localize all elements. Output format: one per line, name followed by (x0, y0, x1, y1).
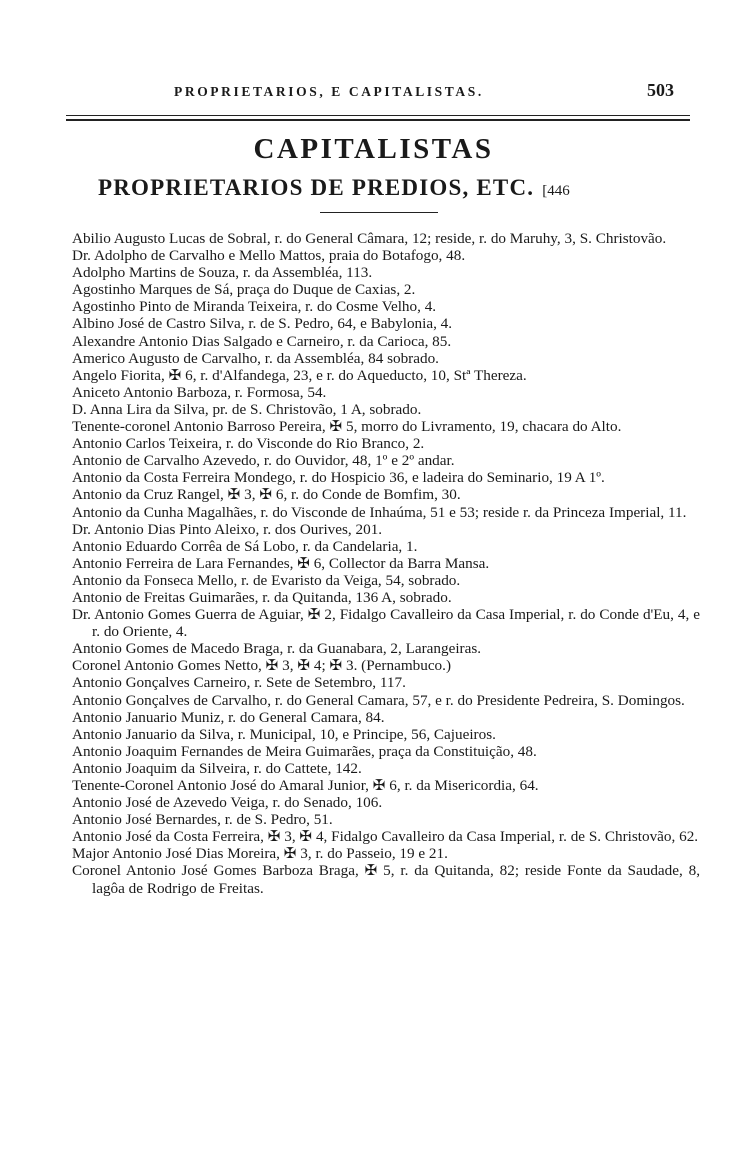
list-item: Dr. Adolpho de Carvalho e Mello Mattos, praia do Botafogo, 48. (72, 247, 466, 265)
list-item: Dr. Antonio Dias Pinto Aleixo, r. dos Ourives, 201. (72, 520, 383, 538)
list-item: Antonio José de Azevedo Veiga, r. do Senado, 106. (72, 794, 383, 812)
entry-list (72, 230, 700, 897)
list-item: Antonio Joaquim Fernandes de Meira Guimarães, praça da Constituição, 48. (72, 742, 537, 760)
list-item: Antonio de Freitas Guimarães, r. da Quitanda, 136 A, sobrado. (72, 588, 452, 606)
list-item: Major Antonio José Dias Moreira, ✠ 3, r. do Passeio, 19 e 21. (72, 845, 448, 863)
list-item: Antonio Joaquim da Silveira, r. do Cattete, 142. (72, 759, 362, 777)
list-item: Antonio da Cruz Rangel, ✠ 3, ✠ 6, r. do Conde de Bomfim, 30. (72, 486, 461, 504)
page-number: 503 (647, 80, 674, 100)
section-subtitle (98, 175, 570, 201)
subtitle-text: PROPRIETARIOS DE PREDIOS, ETC. (98, 175, 535, 200)
header-rule-thick (66, 119, 690, 121)
list-item: Antonio Eduardo Corrêa de Sá Lobo, r. da Candelaria, 1. (72, 537, 418, 555)
list-item: Tenente-Coronel Antonio José do Amaral Junior, ✠ 6, r. da Misericordia, 64. (72, 777, 539, 794)
list-item: Abilio Augusto Lucas de Sobral, r. do General Câmara, 12; reside, r. do Maruhy, 3, S. Christovão. (72, 230, 667, 247)
section-title: CAPITALISTAS (253, 133, 494, 165)
list-item: Aniceto Antonio Barboza, r. Formosa, 54. (72, 383, 327, 401)
list-item: Antonio Gonçalves Carneiro, r. Sete de Setembro, 117. (72, 674, 406, 692)
list-item: Adolpho Martins de Souza, r. da Assembléa, 113. (72, 264, 373, 282)
list-item: Coronel Antonio Gomes Netto, ✠ 3, ✠ 4; ✠ 3. (Pernambuco.) (72, 657, 452, 675)
list-item: Alexandre Antonio Dias Salgado e Carneiro, r. da Carioca, 85. (72, 332, 452, 350)
list-item: Antonio José da Costa Ferreira, ✠ 3, ✠ 4, Fidalgo Cavalleiro da Casa Imperial, r. de S. Christovão, 62. (72, 828, 699, 846)
list-item: Americo Augusto de Carvalho, r. da Assembléa, 84 sobrado. (72, 349, 439, 367)
list-item: Antonio Ferreira de Lara Fernandes, ✠ 6, Collector da Barra Mansa. (72, 554, 490, 572)
list-item: Antonio da Fonseca Mello, r. de Evaristo da Veiga, 54, sobrado. (72, 571, 461, 589)
list-item: Angelo Fiorita, ✠ 6, r. d'Alfandega, 23, e r. do Aqueducto, 10, Stª Thereza. (72, 366, 527, 384)
list-item: Antonio de Carvalho Azevedo, r. do Ouvidor, 48, 1º e 2º andar. (72, 452, 455, 470)
list-item: Antonio Gomes de Macedo Braga, r. da Guanabara, 2, Larangeiras. (72, 640, 482, 658)
list-item: Coronel Antonio José Gomes Barboza Braga, ✠ 5, r. da Quitanda, 82; reside Fonte da Saudade, 8, lagôa de Rodrigo de Freitas. (72, 862, 700, 897)
running-head: PROPRIETARIOS, E CAPITALISTAS. (174, 84, 484, 99)
list-item: Antonio José Bernardes, r. de S. Pedro, 51. (72, 811, 333, 829)
list-item: Antonio Carlos Teixeira, r. do Visconde do Rio Branco, 2. (72, 435, 425, 453)
list-item: Agostinho Marques de Sá, praça do Duque de Caxias, 2. (72, 281, 416, 299)
list-item: Antonio Januario Muniz, r. do General Camara, 84. (72, 708, 385, 726)
title-divider (320, 212, 438, 213)
subtitle-reference: [446 (542, 183, 570, 199)
list-item: Albino José de Castro Silva, r. de S. Pedro, 64, e Babylonia, 4. (72, 315, 453, 333)
list-item: D. Anna Lira da Silva, pr. de S. Christovão, 1 A, sobrado. (72, 400, 422, 418)
header-rule (66, 115, 690, 116)
list-item: Antonio Gonçalves de Carvalho, r. do General Camara, 57, e r. do Presidente Pedreira, S. Domingos. (72, 691, 685, 709)
list-item: Antonio da Costa Ferreira Mondego, r. do Hospicio 36, e ladeira do Seminario, 19 A 1º. (72, 469, 605, 487)
list-item: Agostinho Pinto de Miranda Teixeira, r. do Cosme Velho, 4. (72, 298, 437, 316)
list-item: Tenente-coronel Antonio Barroso Pereira, ✠ 5, morro do Livramento, 19, chacara do Alto. (72, 418, 622, 436)
list-item: Antonio Januario da Silva, r. Municipal, 10, e Principe, 56, Cajueiros. (72, 725, 496, 743)
list-item: Antonio da Cunha Magalhães, r. do Visconde de Inhaúma, 51 e 53; reside r. da Princeza Imperial, 11. (72, 503, 687, 521)
list-item: Dr. Antonio Gomes Guerra de Aguiar, ✠ 2, Fidalgo Cavalleiro da Casa Imperial, r. do Conde d'Eu, 4, e r. do Oriente, 4. (72, 606, 700, 641)
